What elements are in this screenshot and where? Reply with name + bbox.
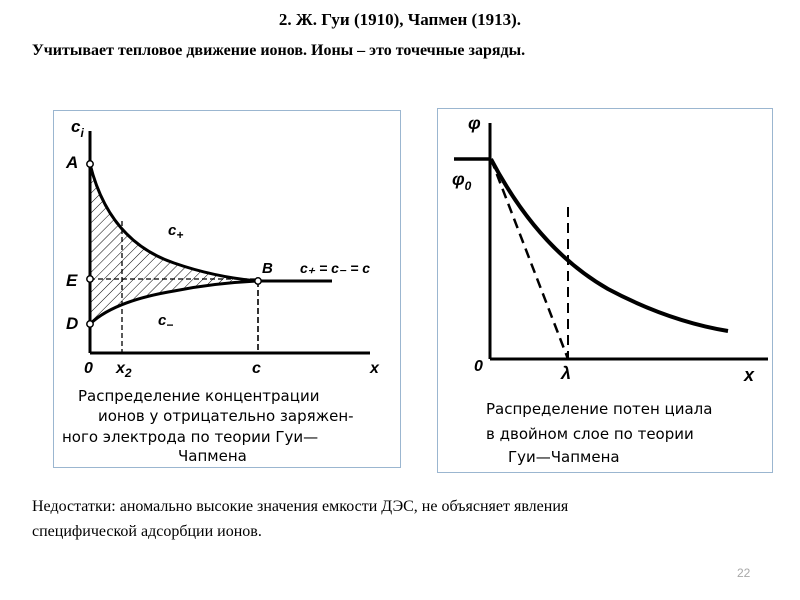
point-b-marker	[255, 278, 261, 284]
lambda-label: λ	[561, 363, 572, 383]
x-axis-label: x	[744, 365, 755, 385]
y-axis-label: $c_i$	[71, 117, 84, 140]
point-e-marker	[87, 276, 93, 282]
equality-label: c₊ = c₋ = c	[300, 260, 371, 276]
x2-label: $x_2$	[116, 360, 132, 380]
caption-line-3: Гуи—Чапмена	[508, 448, 620, 466]
point-d-label: D	[66, 314, 79, 333]
c-tick-label: c	[252, 360, 261, 377]
caption-line-1: Распределение потен циала	[486, 400, 713, 418]
concentration-figure	[53, 110, 401, 468]
slide-subtitle: Учитывает тепловое движение ионов. Ионы – это точечные заряды.	[32, 42, 526, 59]
drawbacks-note	[32, 494, 772, 544]
origin-label: 0	[84, 360, 93, 377]
potential-diagram	[438, 109, 772, 472]
potential-figure	[437, 108, 773, 473]
note-line-2: специфической адсорбции ионов.	[32, 523, 262, 540]
y-axis-label: φ	[468, 113, 481, 133]
note-line-1: Недостатки: аномально высокие значения емкости ДЭС, не объясняет явления	[32, 498, 569, 515]
caption-line-3: ного электрода по теории Гуи—	[62, 428, 319, 446]
hatched-region	[90, 164, 258, 324]
origin-label: 0	[474, 358, 483, 375]
potential-curve	[491, 159, 728, 331]
point-e-label: E	[66, 271, 78, 290]
x-axis-label: x	[370, 360, 379, 377]
c-minus-label: $c_-$	[158, 312, 174, 332]
caption-line-2: ионов у отрицательно заряжен-	[98, 407, 354, 425]
caption-line-2: в двойном слое по теории	[486, 425, 694, 443]
page-number: 22	[737, 566, 751, 580]
point-a-marker	[87, 161, 93, 167]
point-d-marker	[87, 321, 93, 327]
concentration-diagram	[54, 111, 400, 467]
phi0-label: $\varphi_0$	[452, 169, 472, 193]
point-b-label: B	[262, 260, 273, 277]
caption-line-1: Распределение концентрации	[78, 387, 320, 405]
point-a-label: A	[66, 153, 79, 172]
c-plus-label: $c_+$	[168, 222, 184, 242]
slide-title: 2. Ж. Гуи (1910), Чапмен (1913).	[278, 10, 522, 29]
caption-line-4: Чапмена	[178, 447, 247, 465]
tangent-line	[491, 159, 568, 359]
